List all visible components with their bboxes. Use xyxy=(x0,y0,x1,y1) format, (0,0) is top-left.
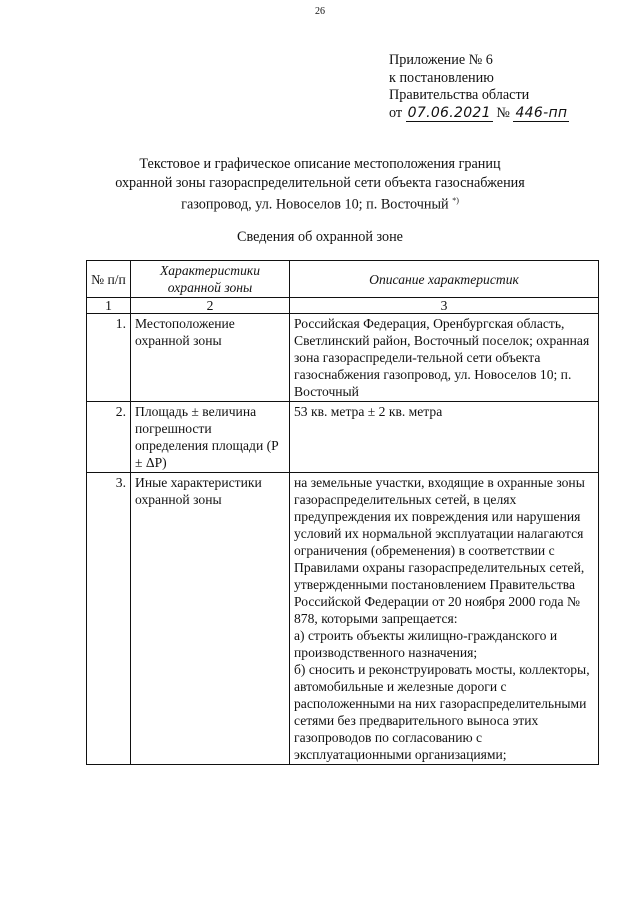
restriction-item: б) сносить и реконструировать мосты, коллекторы, автомобильные и железные дороги с расположенными на них газораспределительными сетями без предварительного выноса этих газопроводов по согласованию с эксплуатационными организациями; xyxy=(294,662,590,762)
appendix-date-line xyxy=(389,105,569,123)
row-description: Российская Федерация, Оренбургская область, Светлинский район, Восточный поселок; охранная зона газораспредели-тельной сети объекта газоснабжения газопровод, ул. Новоселов 10; п. Восточный xyxy=(290,314,599,402)
number-prefix: № xyxy=(496,104,510,121)
row-characteristic: Иные характеристики охранной зоны xyxy=(131,473,290,765)
handwritten-number: 446-пп xyxy=(515,104,568,121)
title-line-2: охранной зоны газораспределительной сети объекта газоснабжения xyxy=(115,174,525,191)
table-row xyxy=(87,473,599,765)
table-row xyxy=(87,314,599,402)
table-row xyxy=(87,402,599,473)
header-characteristic: Характеристики охранной зоны xyxy=(131,261,290,298)
section-subtitle: Сведения об охранной зоне xyxy=(237,229,403,245)
row-characteristic: Местоположение охранной зоны xyxy=(131,314,290,402)
header-description: Описание характеристик xyxy=(290,261,599,298)
page-number: 26 xyxy=(315,6,325,17)
table-header-row xyxy=(87,261,599,298)
row-number: 2. xyxy=(87,402,131,473)
row-description xyxy=(290,473,599,765)
column-numbers-row xyxy=(87,298,599,314)
row-number: 1. xyxy=(87,314,131,402)
title-line-1: Текстовое и графическое описание местоположения границ xyxy=(139,156,501,172)
date-prefix: от xyxy=(389,104,403,121)
appendix-resolution-line: к постановлению xyxy=(389,69,494,86)
header-num: № п/п xyxy=(87,261,131,298)
description-text: на земельные участки, входящие в охранные зоны газораспределительных сетей, в целях предупреждения их повреждения или нарушения условий их нормальной эксплуатации налагаются ограничения (обременения) в соответствии с Правилами охраны газораспределительных сетей, утвержденными постановлением Правительства Российской Федерации от 20 ноября 2000 года № 878, которыми запрещается: xyxy=(294,475,585,626)
document-title xyxy=(0,155,640,214)
title-line-3-text: газопровод, ул. Новоселов 10; п. Восточный xyxy=(181,196,449,213)
appendix-block xyxy=(389,52,569,122)
footnote-mark: *) xyxy=(452,196,459,205)
column-number: 3 xyxy=(290,298,599,314)
appendix-title: Приложение № 6 xyxy=(389,52,493,68)
row-number: 3. xyxy=(87,473,131,765)
row-description: 53 кв. метра ± 2 кв. метра xyxy=(290,402,599,473)
title-line-3 xyxy=(0,192,640,214)
restriction-item: а) строить объекты жилищно-гражданского и производственного назначения; xyxy=(294,628,558,660)
handwritten-date: 07.06.2021 xyxy=(407,104,491,121)
column-number: 2 xyxy=(131,298,290,314)
appendix-government-line: Правительства области xyxy=(389,87,530,103)
zone-table xyxy=(86,260,599,765)
column-number: 1 xyxy=(87,298,131,314)
row-characteristic: Площадь ± величина погрешности определения площади (Р ± ΔР) xyxy=(131,402,290,473)
